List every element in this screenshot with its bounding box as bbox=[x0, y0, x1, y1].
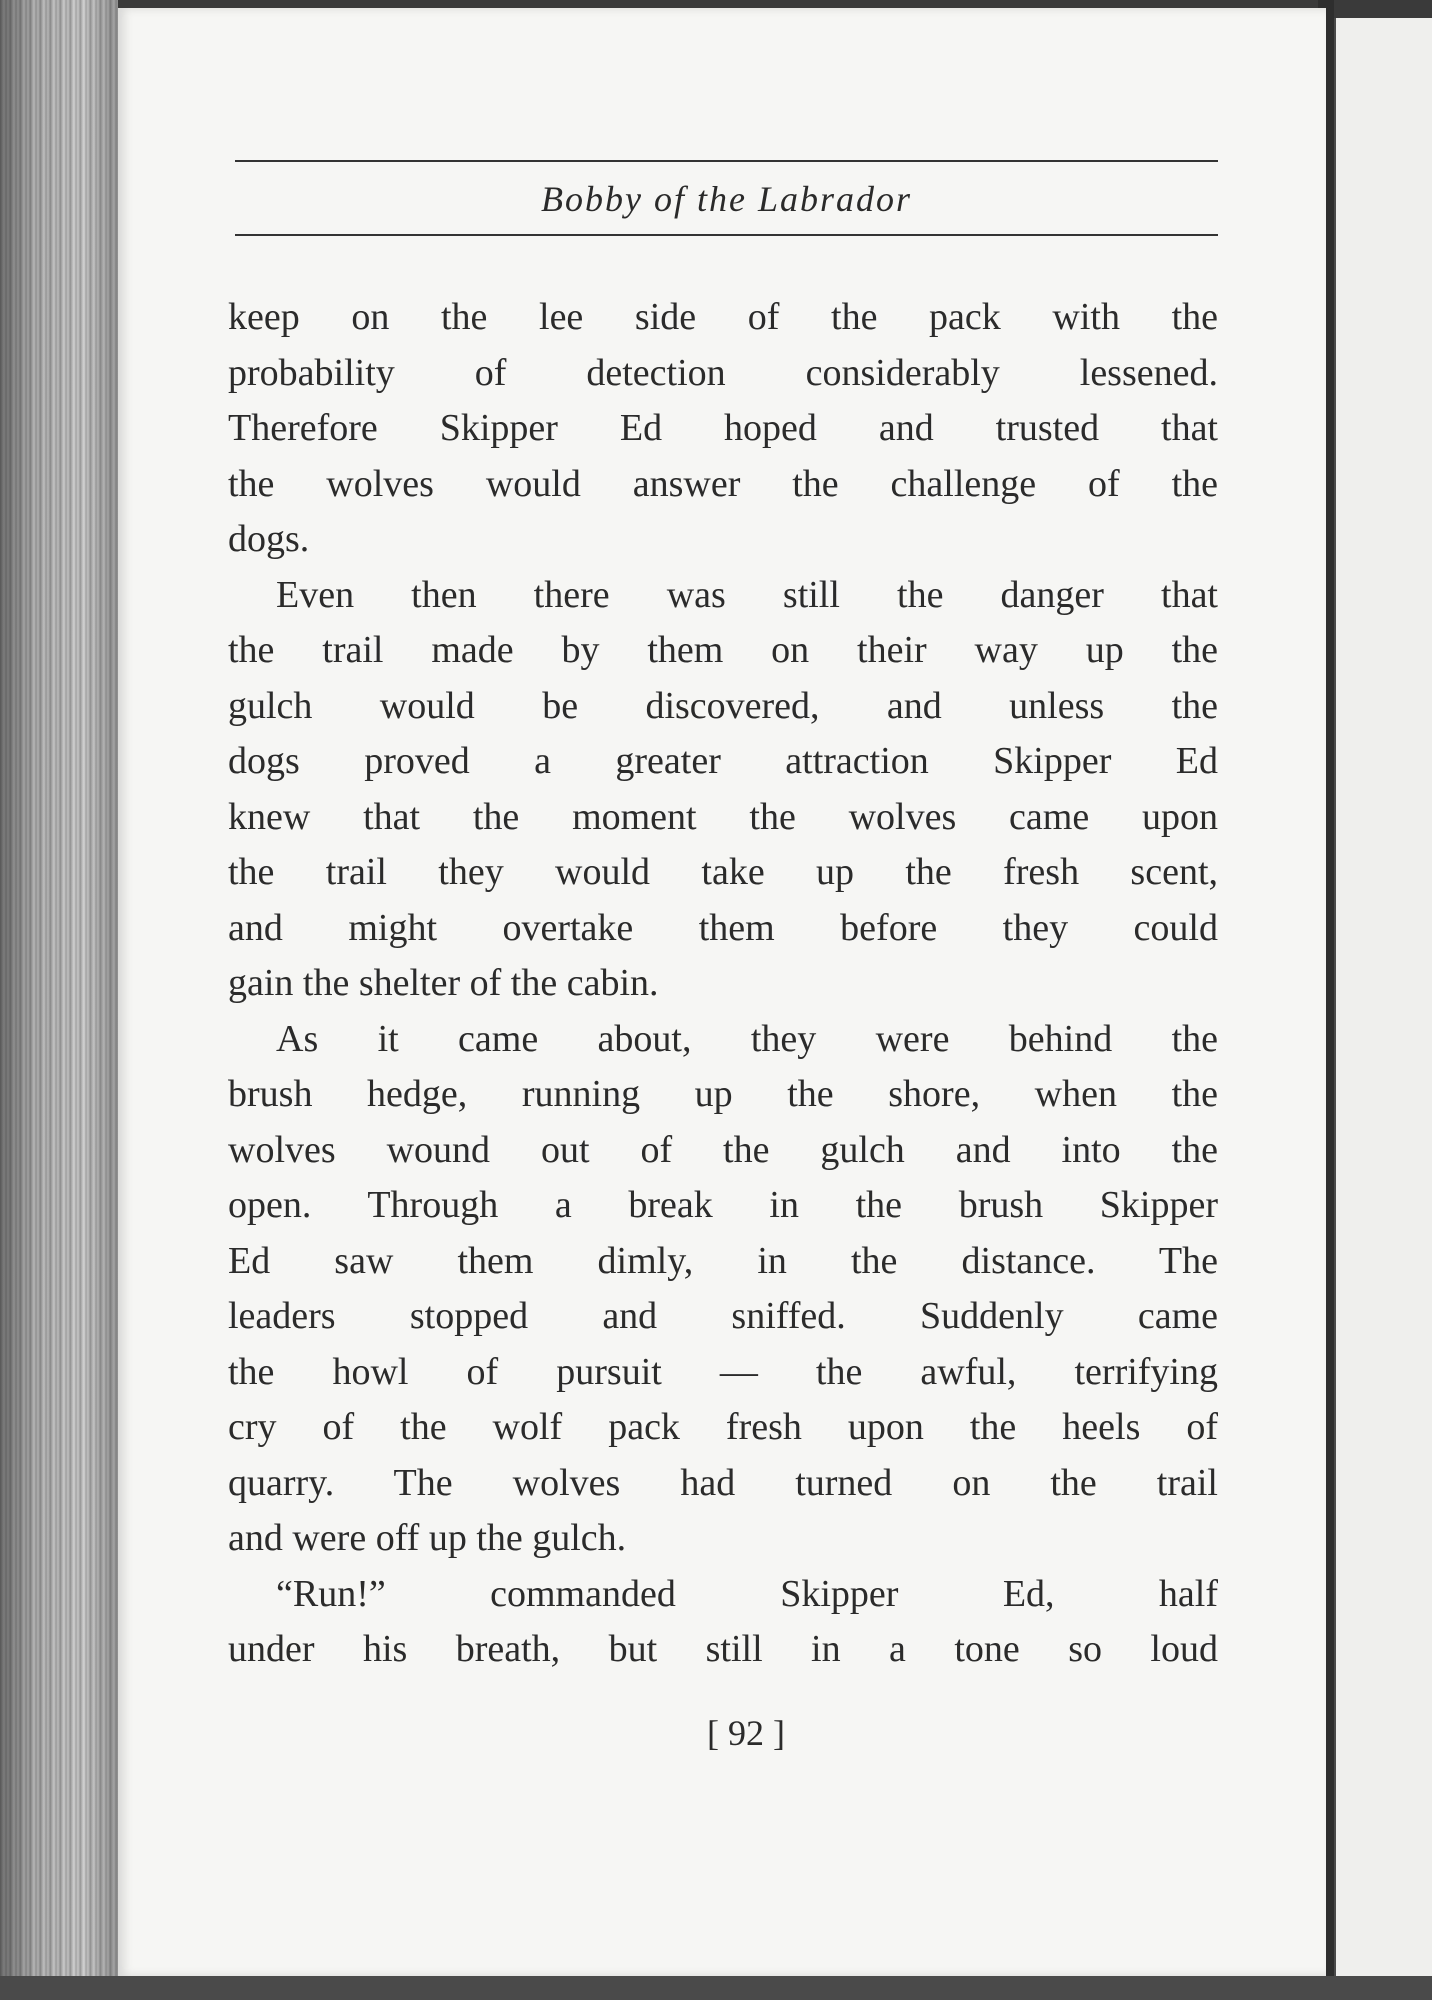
text-line: As it came about, they were behind the bbox=[276, 1017, 1218, 1060]
body-text bbox=[228, 290, 1218, 1678]
page-bottom-shadow bbox=[0, 1976, 1432, 2000]
text-line: “Run!” commanded Skipper Ed, half bbox=[276, 1572, 1218, 1615]
running-head-bottom-rule bbox=[235, 234, 1218, 236]
text-line: keep on the lee side of the pack with the bbox=[228, 296, 1218, 338]
running-head-title: Bobby of the Labrador bbox=[541, 179, 912, 219]
text-line: open. Through a break in the brush Skipper bbox=[228, 1184, 1218, 1226]
text-line: dogs. bbox=[228, 518, 310, 560]
page-number: [ 92 ] bbox=[707, 1713, 785, 1753]
text-line: the trail they would take up the fresh scent, bbox=[228, 851, 1218, 893]
text-line: under his breath, but still in a tone so loud bbox=[228, 1628, 1218, 1670]
facing-page-edge bbox=[1334, 18, 1432, 1978]
text-line: knew that the moment the wolves came upon bbox=[228, 795, 1218, 838]
book-fore-edge bbox=[0, 0, 118, 2000]
text-line: probability of detection considerably lessened. bbox=[228, 351, 1218, 394]
text-line: leaders stopped and sniffed. Suddenly came bbox=[228, 1295, 1218, 1337]
text-line: and were off up the gulch. bbox=[228, 1517, 627, 1559]
text-line: the trail made by them on their way up the bbox=[228, 629, 1218, 671]
text-line: Even then there was still the danger that bbox=[276, 573, 1218, 616]
running-head bbox=[235, 160, 1218, 236]
text-line: wolves wound out of the gulch and into the bbox=[228, 1128, 1218, 1171]
text-line: the howl of pursuit — the awful, terrifying bbox=[228, 1350, 1218, 1393]
text-line: quarry. The wolves had turned on the trail bbox=[228, 1461, 1218, 1504]
text-line: the wolves would answer the challenge of the bbox=[228, 462, 1218, 505]
text-line: and might overtake them before they could bbox=[228, 906, 1218, 949]
text-line: Ed saw them dimly, in the distance. The bbox=[228, 1239, 1218, 1282]
text-line: brush hedge, running up the shore, when the bbox=[228, 1073, 1218, 1115]
text-line: gain the shelter of the cabin. bbox=[228, 962, 659, 1004]
text-line: dogs proved a greater attraction Skipper Ed bbox=[228, 740, 1218, 782]
text-line: Therefore Skipper Ed hoped and trusted that bbox=[228, 407, 1218, 449]
text-line: gulch would be discovered, and unless the bbox=[228, 684, 1218, 727]
text-line: cry of the wolf pack fresh upon the heels of bbox=[228, 1406, 1218, 1448]
